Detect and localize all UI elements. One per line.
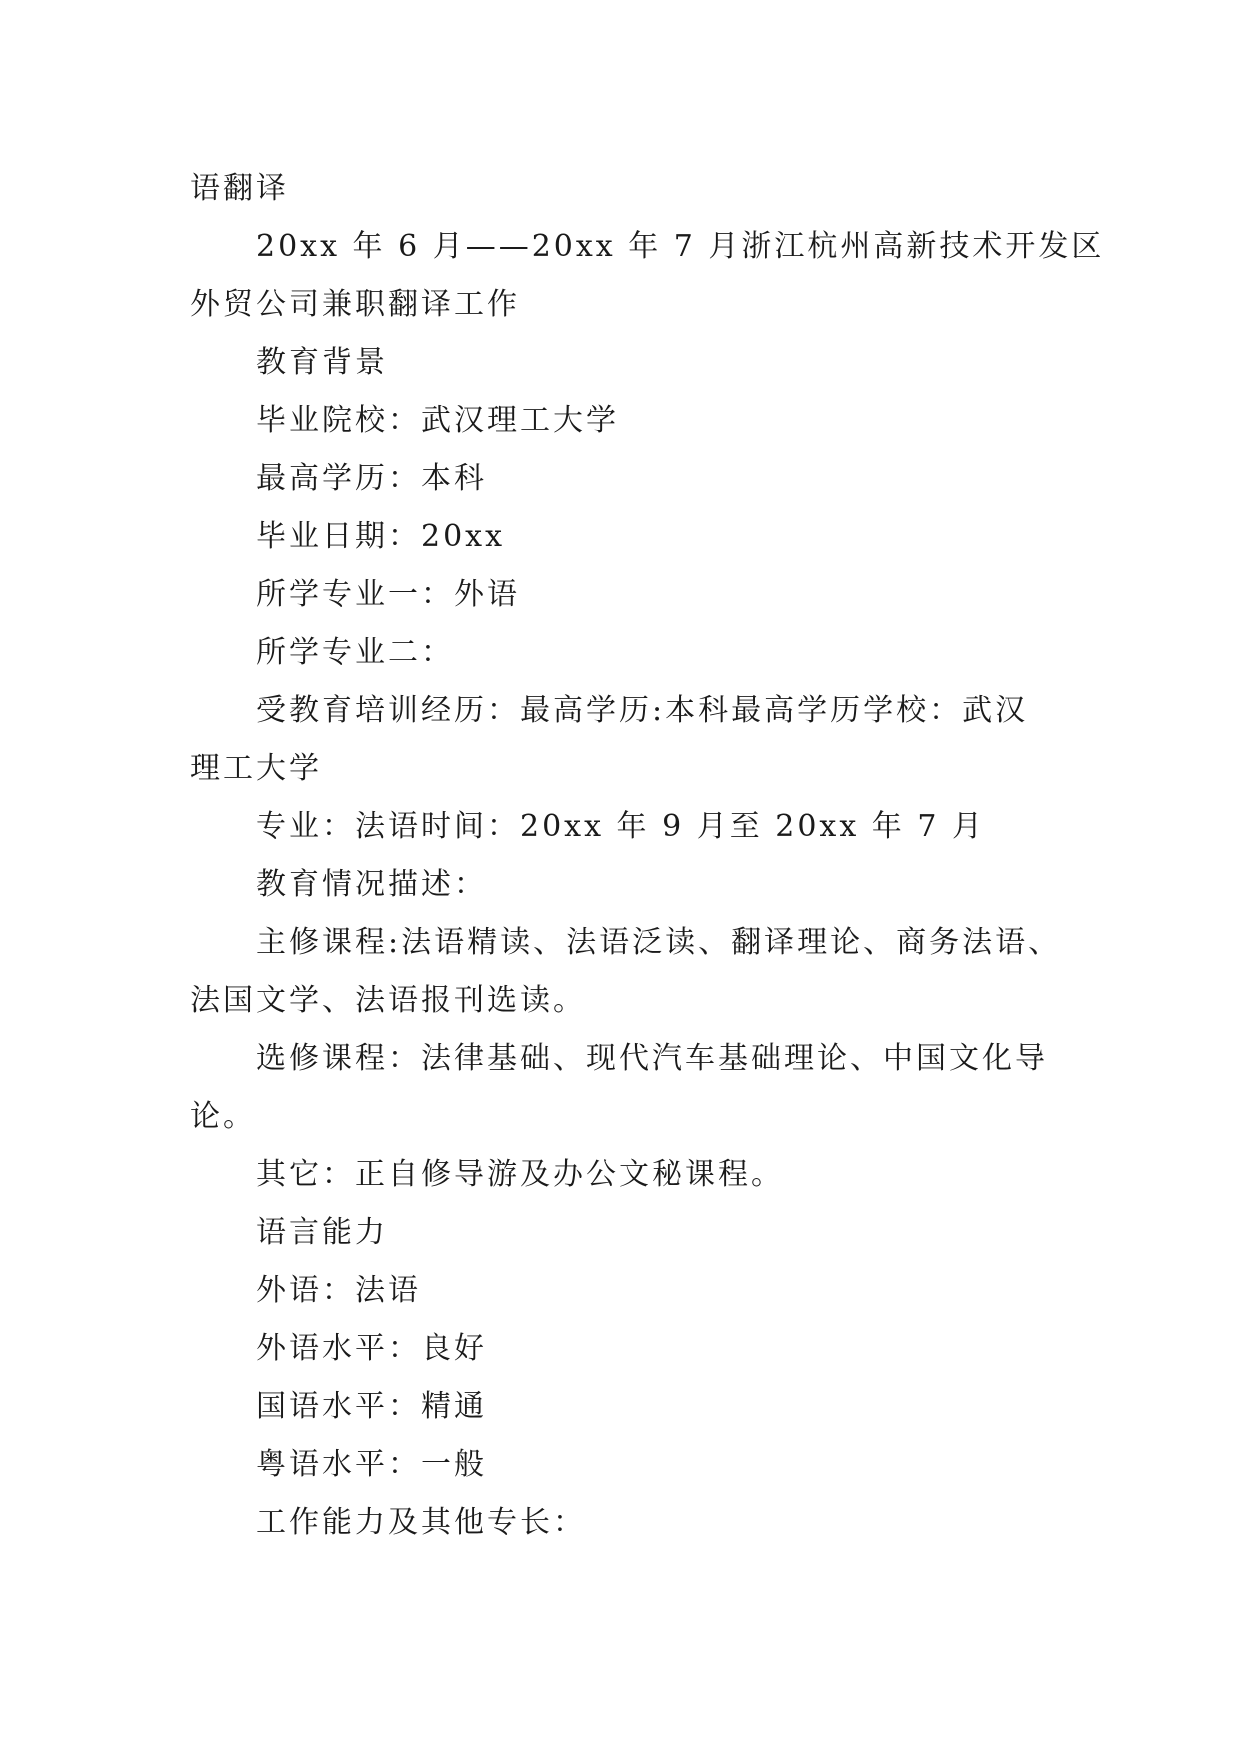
text-line: 最高学历：本科 bbox=[256, 461, 487, 496]
text-line: 语翻译 bbox=[190, 171, 289, 206]
text-line: 毕业日期：20xx bbox=[256, 519, 506, 554]
text-line: 外语：法语 bbox=[256, 1273, 421, 1308]
text-line: 选修课程：法律基础、现代汽车基础理论、中国文化导 bbox=[256, 1041, 1048, 1076]
section-heading-language: 语言能力 bbox=[256, 1215, 388, 1250]
text-line: 受教育培训经历：最高学历:本科最高学历学校：武汉 bbox=[256, 693, 1029, 728]
text-line: 粤语水平：一般 bbox=[256, 1447, 487, 1482]
text-line: 20xx 年 6 月——20xx 年 7 月浙江杭州高新技术开发区 bbox=[256, 229, 1105, 264]
text-line: 其它：正自修导游及办公文秘课程。 bbox=[256, 1157, 784, 1192]
text-line: 外贸公司兼职翻译工作 bbox=[190, 287, 520, 322]
text-line: 论。 bbox=[190, 1099, 256, 1134]
document-body bbox=[190, 160, 1105, 1552]
section-heading-education: 教育背景 bbox=[256, 345, 388, 380]
text-line: 国语水平：精通 bbox=[256, 1389, 487, 1424]
text-line: 所学专业二： bbox=[256, 635, 454, 670]
text-line: 教育情况描述： bbox=[256, 867, 487, 902]
section-heading-skills: 工作能力及其他专长： bbox=[256, 1505, 586, 1540]
text-line: 外语水平：良好 bbox=[256, 1331, 487, 1366]
text-line: 理工大学 bbox=[190, 751, 322, 786]
text-line: 主修课程:法语精读、法语泛读、翻译理论、商务法语、 bbox=[256, 925, 1062, 960]
text-line: 毕业院校：武汉理工大学 bbox=[256, 403, 619, 438]
text-line: 所学专业一：外语 bbox=[256, 577, 520, 612]
text-line: 法国文学、法语报刊选读。 bbox=[190, 983, 586, 1018]
text-line: 专业：法语时间：20xx 年 9 月至 20xx 年 7 月 bbox=[256, 809, 985, 844]
